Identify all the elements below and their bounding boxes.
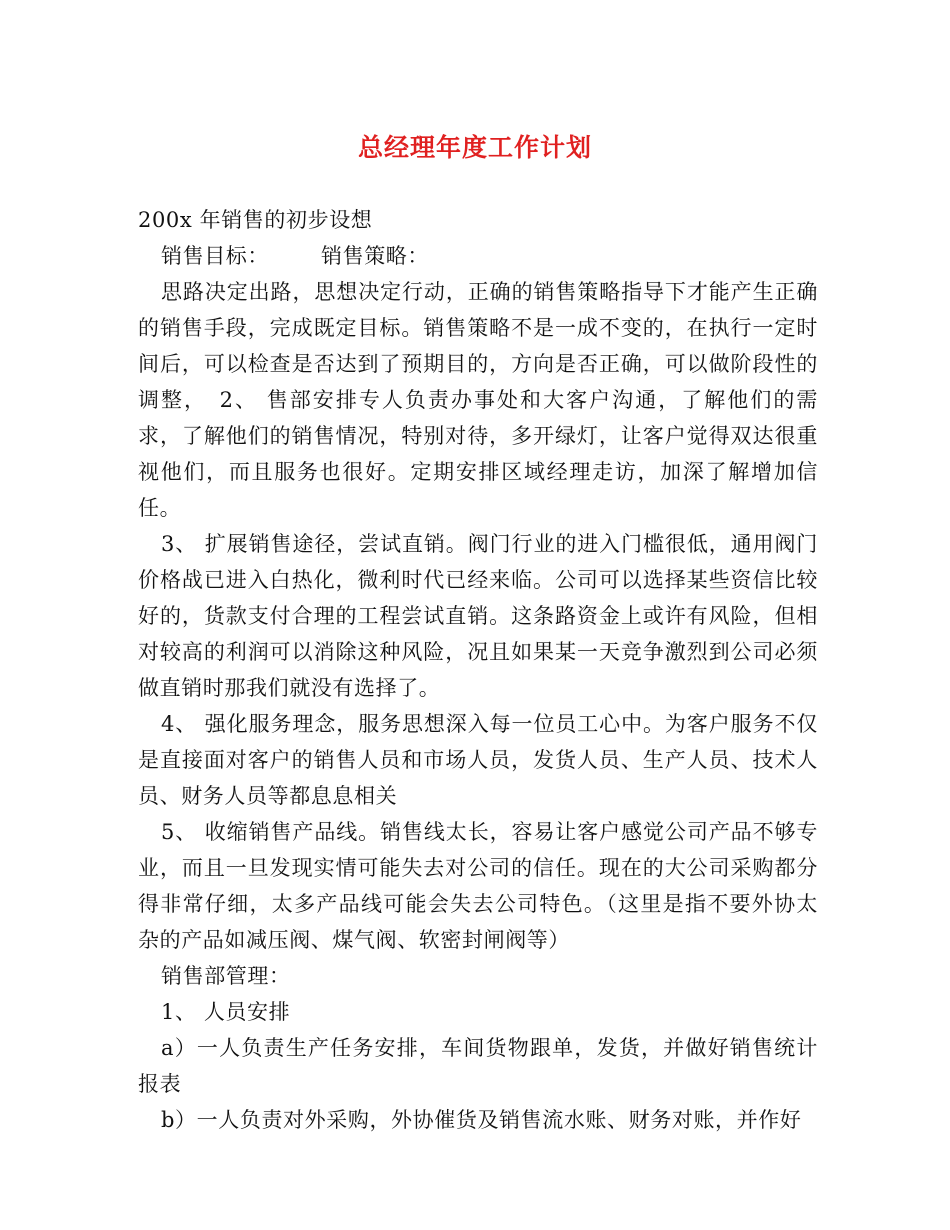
section-heading-management: 销售部管理： — [161, 964, 291, 988]
list-item-staffing: 1、 人员安排 — [161, 1000, 291, 1024]
subtitle: 200x 年销售的初步设想 — [138, 208, 373, 232]
goals-label: 销售目标： — [161, 244, 269, 268]
document-body — [138, 202, 818, 1138]
paragraph-direct-sales: 3、 扩展销售途径，尝试直销。阀门行业的进入门槛很低，通用阀门价格战已进入白热化，微利时代已经来临。公司可以选择某些资信比较好的，货款支付合理的工程尝试直销。这条路资金上或许有风险，但相对较高的利润可以消除这种风险，况且如果某一天竞争激烈到公司必须做直销时那我们就没有选择了。 — [138, 532, 818, 700]
list-item-b: b）一人负责对外采购，外协催货及销售流水账、财务对账，并作好 — [161, 1108, 802, 1132]
paragraph-strategy: 思路决定出路，思想决定行动，正确的销售策略指导下才能产生正确的销售手段，完成既定目标。销售策略不是一成不变的，在执行一定时间后，可以检查是否达到了预期目的，方向是否正确，可以做阶段性的调整， 2、 售部安排专人负责办事处和大客户沟通，了解他们的需求，了解他们的销售情况，特别对待，多开绿灯，让客户觉得双达很重视他们，而且服务也很好。定期安排区域经理走访，加深了解增加信任。 — [138, 280, 818, 520]
paragraph-service: 4、 强化服务理念，服务思想深入每一位员工心中。为客户服务不仅是直接面对客户的销售人员和市场人员，发货人员、生产人员、技术人员、财务人员等都息息相关 — [138, 712, 818, 808]
strategy-label: 销售策略： — [321, 244, 429, 268]
paragraph-product-line: 5、 收缩销售产品线。销售线太长，容易让客户感觉公司产品不够专业，而且一旦发现实情可能失去对公司的信任。现在的大公司采购都分得非常仔细，太多产品线可能会失去公司特色。（这里是指不要外协太杂的产品如减压阀、煤气阀、软密封闸阀等） — [138, 820, 818, 952]
page-title: 总经理年度工作计划 — [357, 133, 592, 162]
goals-strategy-line — [138, 238, 818, 274]
list-item-a: a）一人负责生产任务安排，车间货物跟单，发货，并做好销售统计报表 — [138, 1036, 818, 1096]
